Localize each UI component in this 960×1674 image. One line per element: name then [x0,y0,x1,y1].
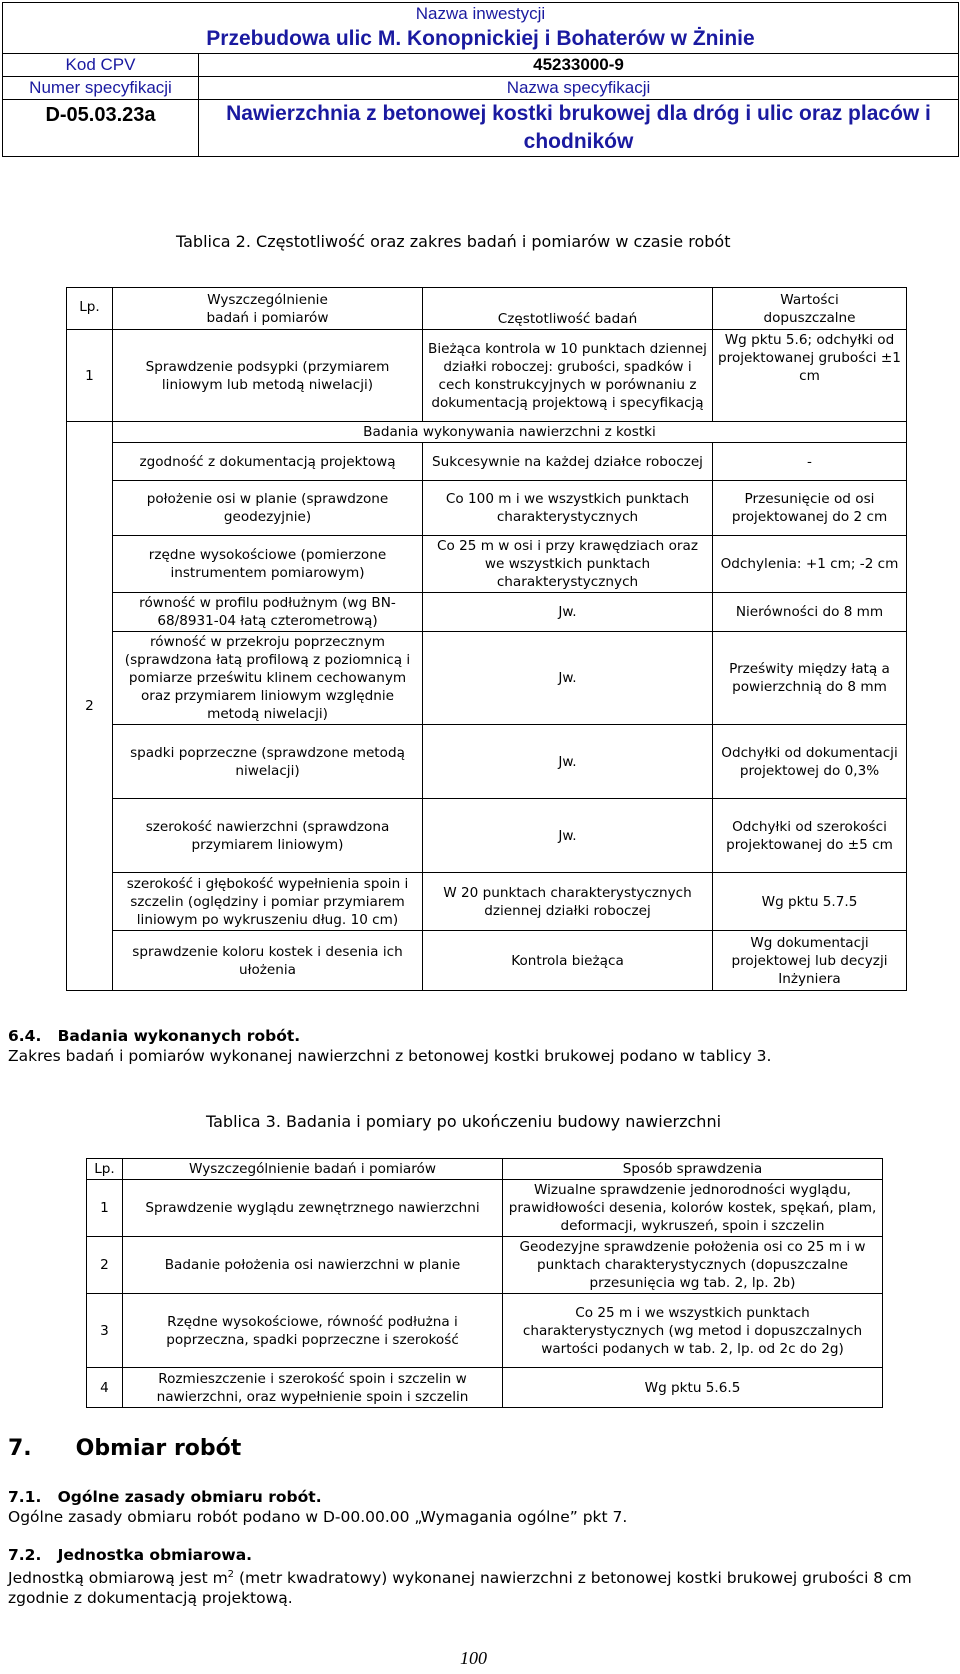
section-7-heading [8,1436,241,1461]
table-row [67,481,907,536]
table2-r4-value: Prześwity między łatą a powierzchnią do 8 mm [713,632,907,725]
table3-r2-item: Rzędne wysokościowe, równość podłużna i poprzeczna, spadki poprzeczne i szerokość [123,1294,503,1368]
section-7-2-heading [8,1546,252,1564]
spec-name-label: Nazwa specyfikacji [199,77,959,100]
section-6-4-number: 6.4. [8,1027,42,1045]
table2-r7-item: szerokość i głębokość wypełnienia spoin i szczelin (oględziny i pomiar przymiarem liniowym po wykruszeniu dług. 10 cm) [113,873,423,931]
table2-r7-frequency: W 20 punktach charakterystycznych dziennej działki roboczej [423,873,713,931]
table2-row1-frequency: Bieżąca kontrola w 10 punktach dziennej działki roboczej: grubości, spadków i cech konstrukcyjnych w porównaniu z dokumentacją projektową i specyfikacją [423,330,713,422]
table2-header-values-line2: dopuszczalne [763,309,856,326]
table2-header-item-line2: badań i pomiarów [206,309,329,326]
section-7-2-text-after: (metr kwadratowy) wykonanej nawierzchni z betonowej kostki brukowej grubości 8 cm zgodnie z dokumentacją projektową. [8,1569,912,1608]
section-7-title: Obmiar robót [75,1436,242,1461]
table-row [87,1294,883,1368]
table-row [67,632,907,725]
table2-r3-frequency: Jw. [423,593,713,632]
table3-r1-item: Badanie położenia osi nawierzchni w planie [123,1237,503,1294]
table2-r4-item: równość w przekroju poprzecznym (sprawdzona łatą profilową z poziomnicą i pomiarze prześwitu klinem cechowanym oraz przymiarem liniowym względnie metodą niwelacji) [113,632,423,725]
table2-header-frequency: Częstotliwość badań [423,288,713,330]
table-row [67,799,907,873]
table2-r1-value: Przesunięcie od osi projektowanej do 2 cm [713,481,907,536]
table-row [87,1368,883,1408]
spec-header [2,2,959,157]
table3-r0-lp: 1 [87,1180,123,1237]
section-6-4-title: Badania wykonanych robót. [57,1027,301,1045]
section-7-1-text: Ogólne zasady obmiaru robót podano w D-00.00.00 „Wymagania ogólne” pkt 7. [8,1508,628,1526]
table2-section-title: Badania wykonywania nawierzchni z kostki [113,422,907,443]
section-7-number: 7. [8,1436,32,1461]
table2-lp2: 2 [67,422,113,991]
table2-r6-item: szerokość nawierzchni (sprawdzona przymiarem liniowym) [113,799,423,873]
table3-r3-lp: 4 [87,1368,123,1408]
table2-r6-frequency: Jw. [423,799,713,873]
table2-header-values-line1: Wartości [780,291,839,308]
table3-r1-method: Geodezyjne sprawdzenie położenia osi co 25 m i w punktach charakterystycznych (dopuszczalne przesunięcia wg tab. 2, lp. 2b) [503,1237,883,1294]
table3-r3-item: Rozmieszczenie i szerokość spoin i szczelin w nawierzchni, oraz wypełnienie spoin i szczelin [123,1368,503,1408]
table-row [87,1237,883,1294]
table2-r5-frequency: Jw. [423,725,713,799]
table2-r5-item: spadki poprzeczne (sprawdzone metodą niwelacji) [113,725,423,799]
table2-r1-frequency: Co 100 m i we wszystkich punktach charakterystycznych [423,481,713,536]
table3-header-lp: Lp. [87,1159,123,1180]
table2-row1-item: Sprawdzenie podsypki (przymiarem liniowym lub metodą niwelacji) [113,330,423,422]
table3-r0-method: Wizualne sprawdzenie jednorodności wyglądu, prawidłowości desenia, kolorów kostek, spękań, plam, deformacji, wykruszeń, spoin i szczelin [503,1180,883,1237]
table2-row1-lp: 1 [67,330,113,422]
table3-header-method: Sposób sprawdzenia [503,1159,883,1180]
table3-caption: Tablica 3. Badania i pomiary po ukończeniu budowy nawierzchni [206,1112,722,1131]
section-7-1-heading [8,1488,322,1506]
table2-r0-frequency: Sukcesywnie na każdej działce roboczej [423,443,713,481]
table3-r2-lp: 3 [87,1294,123,1368]
table2-r0-item: zgodność z dokumentacją projektową [113,443,423,481]
table2-r4-frequency: Jw. [423,632,713,725]
table3-r3-method: Wg pktu 5.6.5 [503,1368,883,1408]
table2-r1-item: położenie osi w planie (sprawdzone geodezyjnie) [113,481,423,536]
table-row [87,1180,883,1237]
table3-r2-method: Co 25 m i we wszystkich punktach charakterystycznych (wg metod i dopuszczalnych wartości podanych w tab. 2, lp. od 2c do 2g) [503,1294,883,1368]
table2-r8-frequency: Kontrola bieżąca [423,931,713,991]
table2-r2-frequency: Co 25 m w osi i przy krawędziach oraz we wszystkich punktach charakterystycznych [423,536,713,593]
table2-r5-value: Odchyłki od dokumentacji projektowej do 0,3% [713,725,907,799]
spec-number: D-05.03.23a [3,100,199,157]
table-row [67,443,907,481]
table-row [67,593,907,632]
table-row [67,330,907,422]
table2-r2-value: Odchylenia: +1 cm; -2 cm [713,536,907,593]
cpv-label: Kod CPV [3,54,199,77]
section-7-2-text [8,1565,952,1608]
table2-r8-item: sprawdzenie koloru kostek i desenia ich ułożenia [113,931,423,991]
table2-r6-value: Odchyłki od szerokości projektowanej do ±5 cm [713,799,907,873]
table2-header-lp: Lp. [67,288,113,330]
section-6-4-text: Zakres badań i pomiarów wykonanej nawierzchni z betonowej kostki brukowej podano w tablicy 3. [8,1047,772,1065]
section-7-2-text-before: Jednostką obmiarową jest m [8,1569,228,1588]
table2-r0-value: - [713,443,907,481]
spec-number-label: Numer specyfikacji [3,77,199,100]
table-row [67,931,907,991]
table2 [66,287,907,991]
section-6-4-heading [8,1027,300,1045]
table2-r7-value: Wg pktu 5.7.5 [713,873,907,931]
investment-name: Przebudowa ulic M. Konopnickiej i Bohaterów w Żninie [3,25,959,54]
table2-header-item-line1: Wyszczególnienie [207,291,328,308]
table-row [67,725,907,799]
section-7-1-number: 7.1. [8,1488,42,1506]
table2-header-item [113,288,423,330]
section-7-2-title: Jednostka obmiarowa. [57,1546,253,1564]
table3 [86,1158,883,1408]
cpv-value: 45233000-9 [199,54,959,77]
table-row [67,873,907,931]
table3-r0-item: Sprawdzenie wyglądu zewnętrznego nawierzchni [123,1180,503,1237]
section-7-2-superscript: 2 [227,1569,235,1580]
table2-r3-value: Nierówności do 8 mm [713,593,907,632]
table-row [67,422,907,443]
table2-header-values [713,288,907,330]
table-row [67,536,907,593]
section-7-1-title: Ogólne zasady obmiaru robót. [57,1488,322,1506]
table3-header-item: Wyszczególnienie badań i pomiarów [123,1159,503,1180]
table2-r8-value: Wg dokumentacji projektowej lub decyzji Inżyniera [713,931,907,991]
investment-label: Nazwa inwestycji [3,3,959,26]
table2-r2-item: rzędne wysokościowe (pomierzone instrumentem pomiarowym) [113,536,423,593]
section-7-2-number: 7.2. [8,1546,42,1564]
table2-caption: Tablica 2. Częstotliwość oraz zakres badań i pomiarów w czasie robót [176,232,731,251]
table2-row1-value: Wg pktu 5.6; odchyłki od projektowanej grubości ±1 cm [713,330,907,422]
spec-name: Nawierzchnia z betonowej kostki brukowej dla dróg i ulic oraz placów i chodników [199,100,959,157]
page-number: 100 [460,1648,487,1668]
table3-r1-lp: 2 [87,1237,123,1294]
table2-r3-item: równość w profilu podłużnym (wg BN-68/8931-04 łatą czterometrową) [113,593,423,632]
